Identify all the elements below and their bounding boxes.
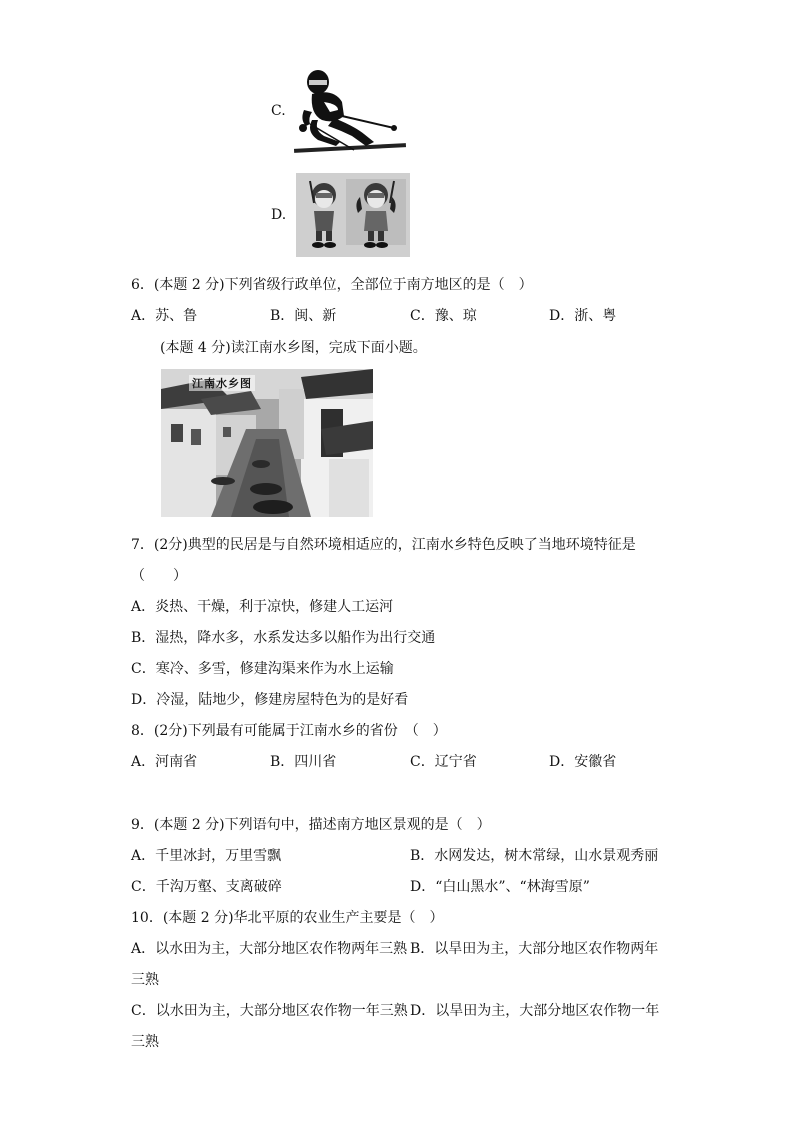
q10-option-b-part1: B．以旱田为主，大部分地区农作物两年 bbox=[410, 941, 659, 957]
q10-option-a: A．以水田为主，大部分地区农作物两年三熟 bbox=[131, 941, 408, 957]
q7-option-a: A．炎热、干燥，利于凉快，修建人工运河 bbox=[131, 599, 394, 615]
q10-option-d-part2: 三熟 bbox=[131, 1034, 159, 1050]
q8-option-d: D．安徽省 bbox=[549, 754, 617, 770]
q10-option-c: C．以水田为主，大部分地区农作物一年三熟 bbox=[131, 1003, 408, 1019]
q6-option-d: D．浙、粤 bbox=[549, 308, 617, 324]
q6-option-b: B．闽、新 bbox=[270, 308, 337, 324]
q7-option-b: B．湿热，降水多，水系发达多以船作为出行交通 bbox=[131, 630, 436, 646]
q9-option-a: A．千里冰封，万里雪飘 bbox=[131, 848, 282, 864]
q7-stem-line2: （ ） bbox=[131, 568, 187, 584]
group-intro: (本题 4 分)读江南水乡图，完成下面小题。 bbox=[160, 340, 427, 356]
q10-option-b-part2: 三熟 bbox=[131, 972, 159, 988]
q10-stem: 10．(本题 2 分)华北平原的农业生产主要是（ ） bbox=[131, 910, 444, 926]
q7-option-d: D．冷湿，陆地少，修建房屋特色为的是好看 bbox=[131, 692, 409, 708]
q7-stem-line1: 7．(2分)典型的民居是与自然环境相适应的，江南水乡特色反映了当地环境特征是 bbox=[131, 537, 636, 553]
q8-option-c: C．辽宁省 bbox=[410, 754, 477, 770]
q6-option-c: C．豫、琼 bbox=[410, 308, 477, 324]
q10-option-d-part1: D．以旱田为主，大部分地区农作物一年 bbox=[410, 1003, 660, 1019]
snorkel-kids-image bbox=[296, 173, 410, 257]
q9-stem: 9．(本题 2 分)下列语句中，描述南方地区景观的是（ ） bbox=[131, 817, 491, 833]
q9-option-d: D．“白山黑水”、“林海雪原” bbox=[410, 879, 590, 895]
q9-option-c: C．千沟万壑、支离破碎 bbox=[131, 879, 282, 895]
q6-option-a: A．苏、鲁 bbox=[131, 308, 198, 324]
q8-option-b: B．四川省 bbox=[270, 754, 337, 770]
image-caption: 江南水乡图 bbox=[189, 375, 255, 391]
option-d-label: D. bbox=[271, 207, 287, 223]
q8-stem: 8．(2分)下列最有可能属于江南水乡的省份 （ ） bbox=[131, 723, 447, 739]
option-c-label: C. bbox=[271, 103, 286, 119]
q9-option-b: B．水网发达，树木常绿，山水景观秀丽 bbox=[410, 848, 659, 864]
skier-image bbox=[294, 68, 408, 154]
q7-option-c: C．寒冷、多雪，修建沟渠来作为水上运输 bbox=[131, 661, 394, 677]
water-town-image bbox=[161, 369, 373, 517]
q6-stem: 6．(本题 2 分)下列省级行政单位，全部位于南方地区的是（ ） bbox=[131, 277, 533, 293]
q8-option-a: A．河南省 bbox=[131, 754, 198, 770]
